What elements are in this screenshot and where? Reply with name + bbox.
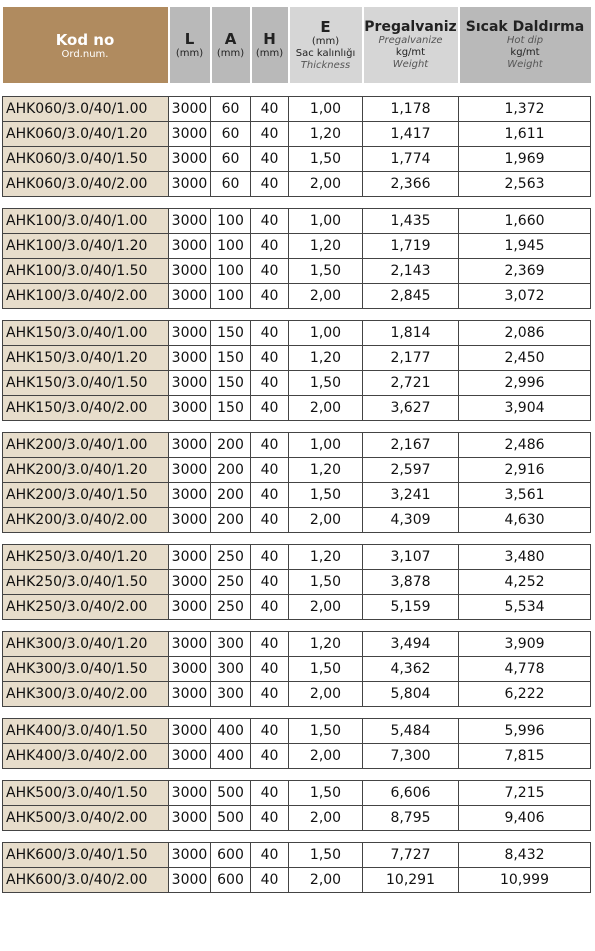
cell-pregalvaniz: 1,435 [363, 209, 459, 234]
cell-e: 2,00 [289, 508, 363, 533]
cell-h: 40 [251, 234, 289, 259]
cell-hot-dip: 1,945 [459, 234, 591, 259]
cell-h: 40 [251, 632, 289, 657]
cell-a: 150 [211, 346, 251, 371]
cell-code: AHK300/3.0/40/2.00 [3, 682, 169, 707]
cell-l: 3000 [169, 744, 211, 769]
cell-e: 1,50 [289, 570, 363, 595]
cell-pregalvaniz: 5,804 [363, 682, 459, 707]
cell-code: AHK250/3.0/40/1.20 [3, 545, 169, 570]
cell-l: 3000 [169, 719, 211, 744]
cell-hot-dip: 3,072 [459, 284, 591, 309]
group-spacer-cell [3, 831, 591, 843]
cell-code: AHK200/3.0/40/1.50 [3, 483, 169, 508]
cell-pregalvaniz: 6,606 [363, 781, 459, 806]
cell-hot-dip: 10,999 [459, 868, 591, 893]
cell-pregalvaniz: 2,167 [363, 433, 459, 458]
cell-a: 600 [211, 868, 251, 893]
cell-pregalvaniz: 5,159 [363, 595, 459, 620]
cell-e: 1,50 [289, 657, 363, 682]
group-spacer [3, 831, 591, 843]
header-pg-tr: Pregalvanize [378, 35, 443, 46]
cell-h: 40 [251, 545, 289, 570]
cell-code: AHK500/3.0/40/1.50 [3, 781, 169, 806]
cell-h: 40 [251, 868, 289, 893]
header-a-unit: (mm) [216, 48, 245, 59]
cell-pregalvaniz: 1,774 [363, 147, 459, 172]
cell-e: 2,00 [289, 868, 363, 893]
cell-code: AHK600/3.0/40/1.50 [3, 843, 169, 868]
cell-a: 250 [211, 545, 251, 570]
cell-code: AHK100/3.0/40/1.20 [3, 234, 169, 259]
group-spacer [3, 620, 591, 632]
cell-h: 40 [251, 346, 289, 371]
cell-code: AHK250/3.0/40/2.00 [3, 595, 169, 620]
cell-hot-dip: 4,252 [459, 570, 591, 595]
header-e [289, 7, 363, 83]
cell-code: AHK150/3.0/40/1.20 [3, 346, 169, 371]
cell-e: 1,50 [289, 843, 363, 868]
table-row [3, 172, 591, 197]
cell-e: 1,50 [289, 259, 363, 284]
header-a-title: A [224, 30, 237, 48]
group-spacer [3, 707, 591, 719]
cell-e: 1,50 [289, 371, 363, 396]
cell-e: 1,20 [289, 346, 363, 371]
group-spacer-cell [3, 620, 591, 632]
cell-code: AHK150/3.0/40/1.00 [3, 321, 169, 346]
cell-hot-dip: 3,480 [459, 545, 591, 570]
cell-pregalvaniz: 3,107 [363, 545, 459, 570]
cell-l: 3000 [169, 657, 211, 682]
cell-h: 40 [251, 147, 289, 172]
cell-l: 3000 [169, 458, 211, 483]
cell-pregalvaniz: 7,727 [363, 843, 459, 868]
group-spacer [3, 309, 591, 321]
cell-hot-dip: 7,815 [459, 744, 591, 769]
header-a [211, 7, 251, 83]
table-row [3, 234, 591, 259]
header-h-title: H [263, 30, 276, 48]
cell-e: 1,00 [289, 433, 363, 458]
cell-e: 2,00 [289, 396, 363, 421]
cell-a: 400 [211, 719, 251, 744]
cell-a: 200 [211, 458, 251, 483]
table-row [3, 806, 591, 831]
table-row [3, 147, 591, 172]
cell-l: 3000 [169, 806, 211, 831]
cell-a: 60 [211, 147, 251, 172]
header-e-en: Thickness [300, 60, 351, 71]
cell-hot-dip: 4,778 [459, 657, 591, 682]
cell-hot-dip: 6,222 [459, 682, 591, 707]
table-row [3, 284, 591, 309]
header-l-title: L [184, 30, 195, 48]
header-hd-tr: Hot dip [506, 35, 544, 46]
group-spacer-cell [3, 769, 591, 781]
cell-pregalvaniz: 1,719 [363, 234, 459, 259]
header-code-title: Kod no [55, 30, 115, 49]
cell-e: 1,50 [289, 719, 363, 744]
cell-e: 2,00 [289, 806, 363, 831]
cell-pregalvaniz: 1,814 [363, 321, 459, 346]
cell-h: 40 [251, 508, 289, 533]
cell-e: 1,20 [289, 122, 363, 147]
cell-h: 40 [251, 321, 289, 346]
cell-pregalvaniz: 3,627 [363, 396, 459, 421]
cell-hot-dip: 7,215 [459, 781, 591, 806]
table-row [3, 781, 591, 806]
cell-l: 3000 [169, 483, 211, 508]
cell-h: 40 [251, 483, 289, 508]
cell-code: AHK600/3.0/40/2.00 [3, 868, 169, 893]
cell-l: 3000 [169, 868, 211, 893]
group-spacer-cell [3, 707, 591, 719]
cell-hot-dip: 3,561 [459, 483, 591, 508]
cell-e: 2,00 [289, 682, 363, 707]
header-l-unit: (mm) [175, 48, 204, 59]
cell-pregalvaniz: 8,795 [363, 806, 459, 831]
cell-e: 2,00 [289, 284, 363, 309]
table-row [3, 371, 591, 396]
header-pg-unit: kg/mt [395, 47, 426, 58]
header-h-unit: (mm) [255, 48, 284, 59]
cell-hot-dip: 2,450 [459, 346, 591, 371]
cell-code: AHK200/3.0/40/1.00 [3, 433, 169, 458]
cell-l: 3000 [169, 595, 211, 620]
cell-pregalvaniz: 2,597 [363, 458, 459, 483]
cell-pregalvaniz: 3,878 [363, 570, 459, 595]
cell-code: AHK300/3.0/40/1.50 [3, 657, 169, 682]
group-spacer-cell [3, 197, 591, 209]
cell-pregalvaniz: 1,178 [363, 97, 459, 122]
cell-pregalvaniz: 2,177 [363, 346, 459, 371]
cell-pregalvaniz: 1,417 [363, 122, 459, 147]
cell-code: AHK100/3.0/40/1.50 [3, 259, 169, 284]
cell-h: 40 [251, 595, 289, 620]
cell-hot-dip: 1,372 [459, 97, 591, 122]
cell-e: 1,20 [289, 545, 363, 570]
table-row [3, 433, 591, 458]
cell-hot-dip: 1,969 [459, 147, 591, 172]
cell-code: AHK300/3.0/40/1.20 [3, 632, 169, 657]
cell-code: AHK400/3.0/40/2.00 [3, 744, 169, 769]
cell-code: AHK100/3.0/40/2.00 [3, 284, 169, 309]
table-row [3, 570, 591, 595]
table-row [3, 508, 591, 533]
cell-l: 3000 [169, 781, 211, 806]
table-row [3, 682, 591, 707]
cell-code: AHK200/3.0/40/1.20 [3, 458, 169, 483]
cell-pregalvaniz: 3,241 [363, 483, 459, 508]
cell-a: 300 [211, 682, 251, 707]
cell-hot-dip: 9,406 [459, 806, 591, 831]
header-code-sub: Ord.num. [61, 48, 109, 60]
group-spacer [3, 83, 591, 97]
table-row [3, 259, 591, 284]
cell-e: 2,00 [289, 744, 363, 769]
cell-h: 40 [251, 719, 289, 744]
header-pg-en: Weight [392, 59, 429, 70]
cell-a: 500 [211, 806, 251, 831]
header-hd-title: Sıcak Daldırma [465, 19, 585, 35]
table-row [3, 346, 591, 371]
cell-a: 250 [211, 570, 251, 595]
cell-hot-dip: 2,086 [459, 321, 591, 346]
cell-a: 60 [211, 97, 251, 122]
header-hd-unit: kg/mt [510, 47, 540, 58]
cell-e: 1,50 [289, 147, 363, 172]
header-e-title: E [320, 18, 331, 36]
header-e-unit: (mm) [311, 36, 340, 47]
cell-e: 1,50 [289, 483, 363, 508]
cell-hot-dip: 5,534 [459, 595, 591, 620]
table-row [3, 744, 591, 769]
cell-hot-dip: 2,486 [459, 433, 591, 458]
cell-l: 3000 [169, 284, 211, 309]
cell-e: 1,00 [289, 321, 363, 346]
table-header [3, 7, 591, 83]
cell-a: 60 [211, 122, 251, 147]
cell-l: 3000 [169, 234, 211, 259]
header-hot-dip [459, 7, 591, 83]
cell-code: AHK150/3.0/40/2.00 [3, 396, 169, 421]
cell-l: 3000 [169, 147, 211, 172]
spec-table [2, 7, 591, 893]
cell-code: AHK250/3.0/40/1.50 [3, 570, 169, 595]
cell-h: 40 [251, 122, 289, 147]
cell-h: 40 [251, 806, 289, 831]
cell-h: 40 [251, 433, 289, 458]
header-h [251, 7, 289, 83]
group-spacer [3, 421, 591, 433]
cell-e: 1,50 [289, 781, 363, 806]
group-spacer-cell [3, 309, 591, 321]
cell-l: 3000 [169, 433, 211, 458]
header-l [169, 7, 211, 83]
header-pregalvaniz [363, 7, 459, 83]
cell-pregalvaniz: 2,721 [363, 371, 459, 396]
cell-hot-dip: 2,916 [459, 458, 591, 483]
cell-a: 150 [211, 321, 251, 346]
cell-pregalvaniz: 5,484 [363, 719, 459, 744]
cell-a: 300 [211, 632, 251, 657]
cell-pregalvaniz: 2,366 [363, 172, 459, 197]
cell-l: 3000 [169, 346, 211, 371]
cell-pregalvaniz: 7,300 [363, 744, 459, 769]
table-row [3, 719, 591, 744]
table-row [3, 595, 591, 620]
cell-pregalvaniz: 4,309 [363, 508, 459, 533]
cell-pregalvaniz: 10,291 [363, 868, 459, 893]
cell-a: 500 [211, 781, 251, 806]
cell-l: 3000 [169, 396, 211, 421]
table-row [3, 657, 591, 682]
cell-hot-dip: 8,432 [459, 843, 591, 868]
header-e-tr: Sac kalınlığı [295, 48, 356, 59]
group-spacer [3, 197, 591, 209]
cell-pregalvaniz: 4,362 [363, 657, 459, 682]
cell-code: AHK200/3.0/40/2.00 [3, 508, 169, 533]
cell-hot-dip: 2,369 [459, 259, 591, 284]
cell-l: 3000 [169, 843, 211, 868]
cell-h: 40 [251, 682, 289, 707]
cell-h: 40 [251, 458, 289, 483]
cell-h: 40 [251, 781, 289, 806]
cell-h: 40 [251, 843, 289, 868]
cell-e: 1,20 [289, 234, 363, 259]
table-row [3, 321, 591, 346]
table-row [3, 209, 591, 234]
table-row [3, 483, 591, 508]
group-spacer-cell [3, 533, 591, 545]
table-row [3, 632, 591, 657]
cell-a: 200 [211, 483, 251, 508]
cell-a: 200 [211, 433, 251, 458]
cell-e: 1,20 [289, 632, 363, 657]
group-spacer [3, 533, 591, 545]
group-spacer-cell [3, 421, 591, 433]
cell-hot-dip: 2,563 [459, 172, 591, 197]
table-row [3, 843, 591, 868]
cell-l: 3000 [169, 172, 211, 197]
cell-code: AHK100/3.0/40/1.00 [3, 209, 169, 234]
cell-h: 40 [251, 657, 289, 682]
cell-hot-dip: 3,909 [459, 632, 591, 657]
cell-h: 40 [251, 396, 289, 421]
cell-a: 150 [211, 396, 251, 421]
table-row [3, 122, 591, 147]
cell-pregalvaniz: 2,143 [363, 259, 459, 284]
cell-a: 200 [211, 508, 251, 533]
cell-l: 3000 [169, 682, 211, 707]
cell-e: 1,00 [289, 97, 363, 122]
cell-h: 40 [251, 744, 289, 769]
cell-pregalvaniz: 2,845 [363, 284, 459, 309]
table-row [3, 868, 591, 893]
table-row [3, 97, 591, 122]
cell-l: 3000 [169, 97, 211, 122]
cell-l: 3000 [169, 321, 211, 346]
cell-code: AHK060/3.0/40/1.20 [3, 122, 169, 147]
cell-h: 40 [251, 97, 289, 122]
header-hd-en: Weight [507, 59, 543, 70]
table-body [3, 83, 591, 893]
table-row [3, 458, 591, 483]
cell-e: 2,00 [289, 595, 363, 620]
cell-a: 100 [211, 284, 251, 309]
cell-a: 600 [211, 843, 251, 868]
cell-l: 3000 [169, 371, 211, 396]
cell-l: 3000 [169, 545, 211, 570]
cell-l: 3000 [169, 570, 211, 595]
cell-a: 300 [211, 657, 251, 682]
cell-a: 100 [211, 209, 251, 234]
cell-l: 3000 [169, 209, 211, 234]
cell-h: 40 [251, 570, 289, 595]
cell-hot-dip: 3,904 [459, 396, 591, 421]
cell-l: 3000 [169, 259, 211, 284]
cell-pregalvaniz: 3,494 [363, 632, 459, 657]
cell-a: 100 [211, 234, 251, 259]
cell-a: 100 [211, 259, 251, 284]
cell-hot-dip: 1,611 [459, 122, 591, 147]
table-row [3, 396, 591, 421]
cell-e: 2,00 [289, 172, 363, 197]
cell-l: 3000 [169, 508, 211, 533]
group-spacer [3, 769, 591, 781]
cell-e: 1,00 [289, 209, 363, 234]
cell-hot-dip: 4,630 [459, 508, 591, 533]
cell-h: 40 [251, 209, 289, 234]
cell-a: 400 [211, 744, 251, 769]
cell-code: AHK500/3.0/40/2.00 [3, 806, 169, 831]
cell-h: 40 [251, 284, 289, 309]
cell-a: 150 [211, 371, 251, 396]
cell-h: 40 [251, 259, 289, 284]
cell-hot-dip: 2,996 [459, 371, 591, 396]
cell-code: AHK060/3.0/40/1.50 [3, 147, 169, 172]
cell-l: 3000 [169, 632, 211, 657]
cell-h: 40 [251, 371, 289, 396]
cell-e: 1,20 [289, 458, 363, 483]
cell-hot-dip: 5,996 [459, 719, 591, 744]
cell-a: 250 [211, 595, 251, 620]
cell-code: AHK150/3.0/40/1.50 [3, 371, 169, 396]
cell-l: 3000 [169, 122, 211, 147]
cell-code: AHK060/3.0/40/2.00 [3, 172, 169, 197]
header-pg-title: Pregalvaniz [364, 19, 457, 35]
cell-code: AHK400/3.0/40/1.50 [3, 719, 169, 744]
table-row [3, 545, 591, 570]
cell-code: AHK060/3.0/40/1.00 [3, 97, 169, 122]
cell-a: 60 [211, 172, 251, 197]
header-code [3, 7, 169, 83]
cell-hot-dip: 1,660 [459, 209, 591, 234]
cell-h: 40 [251, 172, 289, 197]
group-spacer-cell [3, 83, 591, 97]
